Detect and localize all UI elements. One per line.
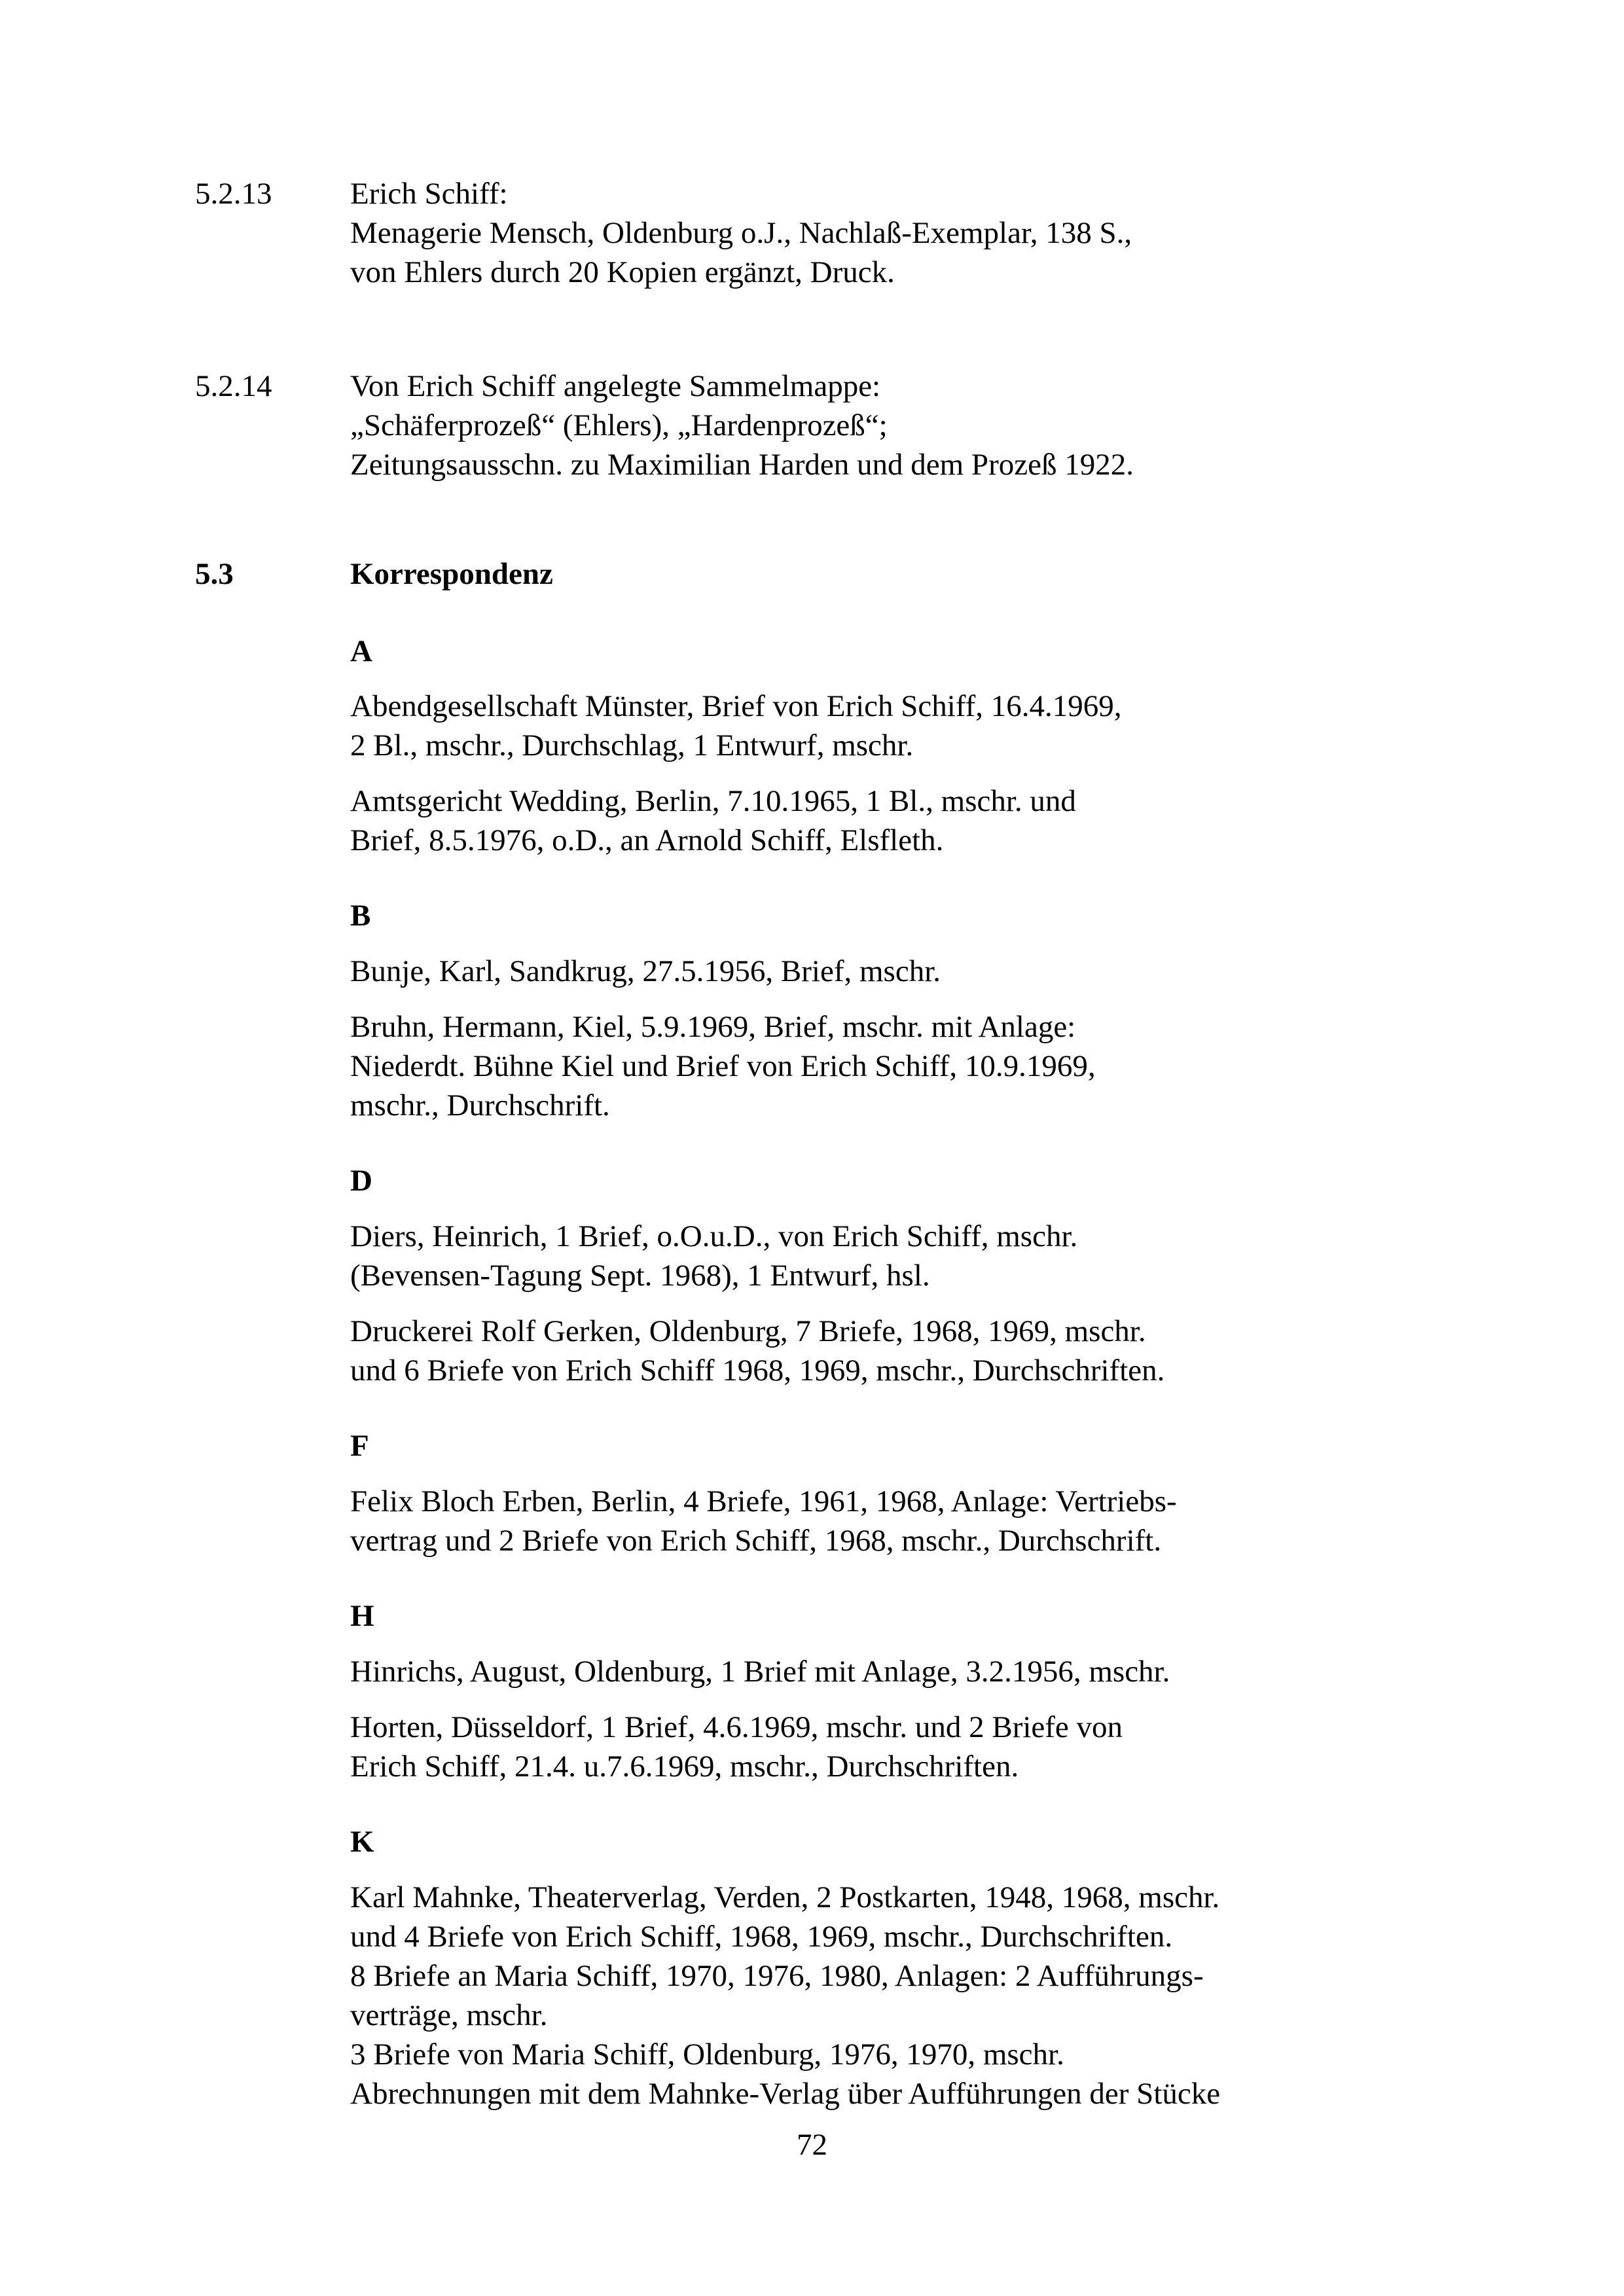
entry-line: vertrag und 2 Briefe von Erich Schiff, 1968, mschr., Durchschrift.	[350, 1524, 1162, 1558]
entry-line: mschr., Durchschrift.	[350, 1088, 610, 1122]
entry-line: Karl Mahnke, Theaterverlag, Verden, 2 Postkarten, 1948, 1968, mschr.	[350, 1880, 1220, 1914]
entry-line: 3 Briefe von Maria Schiff, Oldenburg, 1976, 1970, mschr.	[350, 2037, 1064, 2072]
entry-line: Druckerei Rolf Gerken, Oldenburg, 7 Briefe, 1968, 1969, mschr.	[350, 1314, 1146, 1348]
entry-line: Brief, 8.5.1976, o.D., an Arnold Schiff, Elsfleth.	[350, 823, 944, 857]
entry-line: Hinrichs, August, Oldenburg, 1 Brief mit Anlage, 3.2.1956, mschr.	[350, 1655, 1170, 1689]
entry-line: „Schäferprozeß“ (Ehlers), „Hardenprozeß“;	[350, 408, 888, 442]
entry-line: Horten, Düsseldorf, 1 Brief, 4.6.1969, mschr. und 2 Briefe von	[350, 1710, 1123, 1744]
letter-heading-k: K	[350, 1825, 374, 1859]
letter-heading-h: H	[350, 1599, 374, 1633]
entry-line: Bruhn, Hermann, Kiel, 5.9.1969, Brief, mschr. mit Anlage:	[350, 1010, 1076, 1044]
entry-line: Abrechnungen mit dem Mahnke-Verlag über Aufführungen der Stücke	[350, 2077, 1221, 2111]
entry-line: Erich Schiff:	[350, 177, 508, 211]
entry-line: Diers, Heinrich, 1 Brief, o.O.u.D., von Erich Schiff, mschr.	[350, 1219, 1078, 1253]
entry-line: Von Erich Schiff angelegte Sammelmappe:	[350, 369, 881, 403]
entry-line: (Bevensen-Tagung Sept. 1968), 1 Entwurf, hsl.	[350, 1259, 930, 1293]
entry-line: 2 Bl., mschr., Durchschlag, 1 Entwurf, mschr.	[350, 728, 914, 762]
entry-line: und 4 Briefe von Erich Schiff, 1968, 1969, mschr., Durchschriften.	[350, 1920, 1173, 1954]
letter-heading-b: B	[350, 899, 371, 933]
entry-line: und 6 Briefe von Erich Schiff 1968, 1969, mschr., Durchschriften.	[350, 1354, 1165, 1388]
entry-line: Felix Bloch Erben, Berlin, 4 Briefe, 1961, 1968, Anlage: Vertriebs-	[350, 1484, 1177, 1518]
letter-heading-f: F	[350, 1429, 369, 1463]
entry-line: 8 Briefe an Maria Schiff, 1970, 1976, 1980, Anlagen: 2 Aufführungs-	[350, 1959, 1204, 1993]
entry-line: Niederdt. Bühne Kiel und Brief von Erich Schiff, 10.9.1969,	[350, 1049, 1096, 1083]
entry-line: Abendgesellschaft Münster, Brief von Erich Schiff, 16.4.1969,	[350, 689, 1122, 723]
entry-line: Bunje, Karl, Sandkrug, 27.5.1956, Brief, mschr.	[350, 954, 941, 988]
section-title: Korrespondenz	[350, 557, 553, 591]
letter-heading-d: D	[350, 1164, 372, 1198]
entry-line: Menagerie Mensch, Oldenburg o.J., Nachlaß-Exemplar, 138 S.,	[350, 216, 1132, 250]
section-number-5-2-13: 5.2.13	[195, 177, 272, 211]
entry-line: Erich Schiff, 21.4. u.7.6.1969, mschr., Durchschriften.	[350, 1749, 1019, 1784]
letter-heading-a: A	[350, 634, 372, 668]
section-number-5-3: 5.3	[195, 557, 234, 591]
page-number: 72	[797, 2128, 827, 2162]
entry-line: verträge, mschr.	[350, 1998, 548, 2032]
entry-line: Zeitungsausschn. zu Maximilian Harden und dem Prozeß 1922.	[350, 448, 1134, 482]
entry-line: Amtsgericht Wedding, Berlin, 7.10.1965, 1 Bl., mschr. und	[350, 784, 1076, 818]
entry-line: von Ehlers durch 20 Kopien ergänzt, Druck.	[350, 255, 895, 289]
section-number-5-2-14: 5.2.14	[195, 369, 272, 403]
